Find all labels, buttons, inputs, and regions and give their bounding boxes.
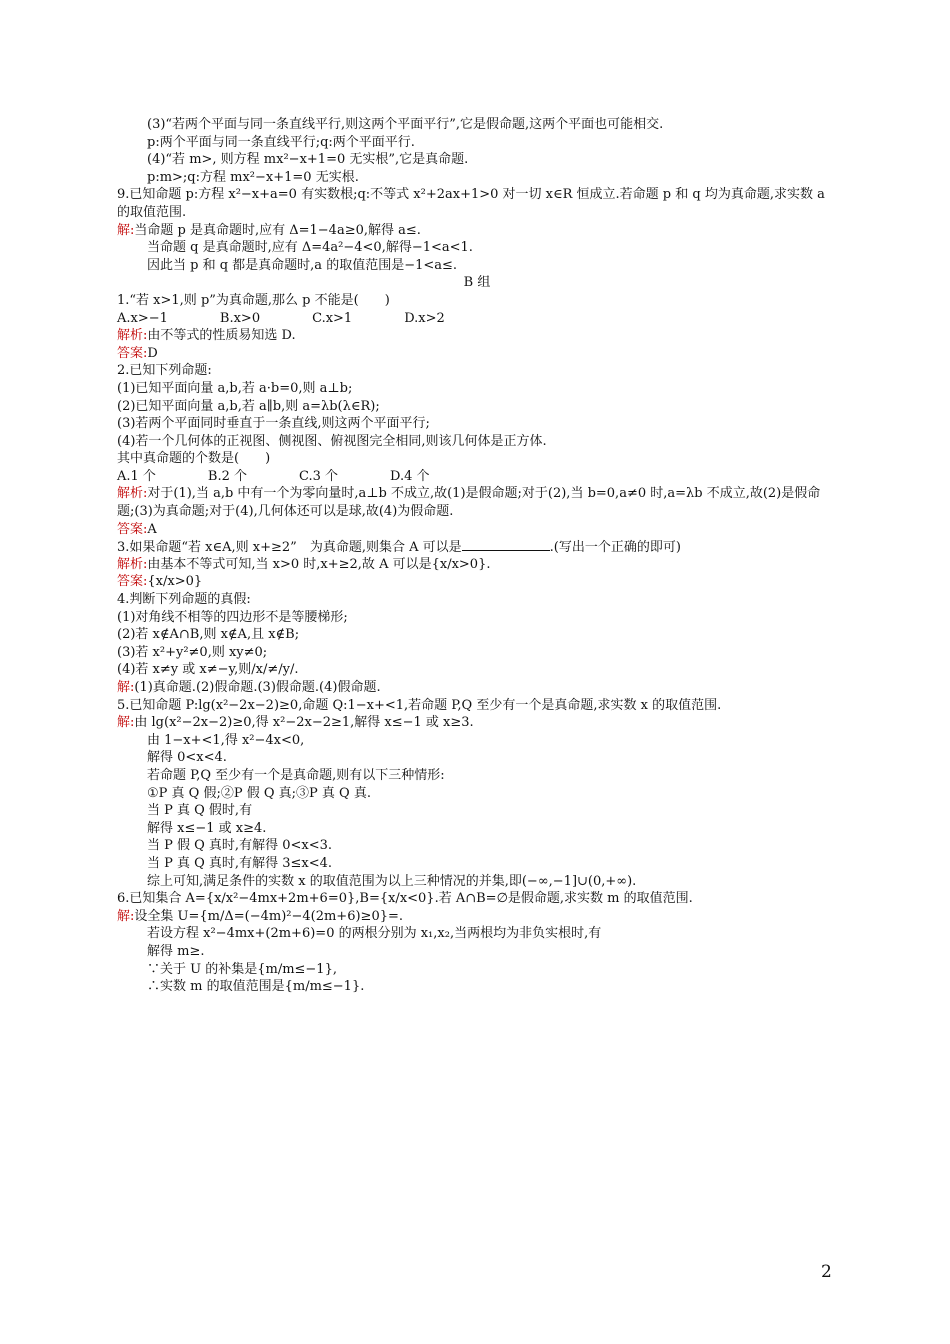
text-line (117, 310, 837, 328)
text-line (117, 591, 837, 609)
line-text: 对于(1),当 a,b 中有一个为零向量时,a⊥b 不成立,故(1)是假命题;对于(2),当 b=0,a≠0 时,a=λb 不成立,故(2)是假命题;(3)为真命题;对于(4),几何体还可以是球,故(4)为假命题. (117, 486, 821, 520)
text-line (117, 785, 837, 803)
line-text: A.x>−1 B.x>0 C.x>1 D.x>2 (117, 310, 445, 326)
line-text: (3)“若两个平面与同一条直线平行,则这两个平面平行”,它是假命题,这两个平面也可能相交. (147, 117, 664, 132)
line-text: D (147, 345, 158, 361)
line-text: 当命题 p 是真命题时,应有 Δ=1−4a≥0,解得 a≤. (134, 222, 421, 238)
line-text: A (147, 521, 157, 537)
line-text: {x/x>0} (147, 574, 203, 590)
text-line (117, 679, 837, 697)
text-line (117, 837, 837, 855)
answer-label: 解析: (117, 556, 148, 572)
text-line (117, 292, 837, 310)
line-text: 因此当 p 和 q 都是真命题时,a 的取值范围是−1<a≤. (147, 257, 458, 273)
document-body (117, 116, 837, 996)
line-text: (3)若 x²+y²≠0,则 xy≠0; (117, 644, 268, 660)
text-line (117, 134, 837, 152)
text-line (117, 274, 837, 292)
line-text: (4)“若 m>, 则方程 mx²−x+1=0 无实根”,它是真命题. (147, 152, 469, 168)
answer-label: 答案: (117, 345, 148, 361)
text-line (117, 485, 837, 520)
text-line (117, 626, 837, 644)
line-text: (1)对角线不相等的四边形不是等腰梯形; (117, 609, 348, 625)
line-text: p:m>;q:方程 mx²−x+1=0 无实根. (147, 169, 359, 185)
line-text: 由 1−x+<1,得 x²−4x<0, (147, 732, 305, 748)
line-text: 4.判断下列命题的真假: (117, 592, 251, 608)
line-text: 1.“若 x>1,则 p”为真命题,那么 p 不能是( ) (117, 292, 390, 308)
text-line (117, 925, 837, 943)
line-text: 综上可知,满足条件的实数 x 的取值范围为以上三种情况的并集,即(−∞,−1]∪(0,+∞). (147, 873, 637, 889)
text-line (117, 362, 837, 380)
answer-label: 答案: (117, 574, 148, 590)
text-line (117, 714, 837, 732)
text-line (117, 380, 837, 398)
line-text: p:两个平面与同一条直线平行;q:两个平面平行. (147, 134, 415, 150)
text-line (117, 908, 837, 926)
line-text: 当 P 真 Q 真时,有解得 3≤x<4. (147, 855, 332, 871)
line-text: (2)若 x∉A∩B,则 x∉A,且 x∉B; (117, 627, 300, 643)
page-number: 2 (821, 1262, 832, 1282)
text-line (117, 538, 837, 556)
line-text: 当命题 q 是真命题时,应有 Δ=4a²−4<0,解得−1<a<1. (147, 240, 473, 256)
line-text: (2)已知平面向量 a,b,若 a∥b,则 a=λb(λ∈R); (117, 398, 380, 414)
text-line (117, 661, 837, 679)
text-line (117, 943, 837, 961)
line-text: 6.已知集合 A={x/x²−4mx+2m+6=0},B={x/x<0}.若 A∩B=∅是假命题,求实数 m 的取值范围. (117, 891, 693, 907)
line-text: 若设方程 x²−4mx+(2m+6)=0 的两根分别为 x₁,x₂,当两根均为非负实根时,有 (147, 926, 602, 942)
line-text: 当 P 真 Q 假时,有 (147, 803, 253, 819)
text-line (117, 415, 837, 433)
line-text: ①P 真 Q 假;②P 假 Q 真;③P 真 Q 真. (147, 785, 371, 801)
line-text-after: .(写出一个正确的即可) (549, 540, 681, 556)
line-text: 由 lg(x²−2x−2)≥0,得 x²−2x−2≥1,解得 x≤−1 或 x≥3. (134, 715, 474, 731)
line-text: (4)若一个几何体的正视图、侧视图、俯视图完全相同,则该几何体是正方体. (117, 433, 547, 449)
fill-blank (462, 538, 550, 551)
line-text: B 组 (463, 275, 491, 291)
text-line (117, 732, 837, 750)
line-text: 解得 0<x<4. (147, 750, 227, 766)
text-line (117, 222, 837, 240)
line-text: 由基本不等式可知,当 x>0 时,x+≥2,故 A 可以是{x/x>0}. (147, 556, 491, 572)
text-line (117, 749, 837, 767)
line-text: 9.已知命题 p:方程 x²−x+a=0 有实数根;q:不等式 x²+2ax+1>0 对一切 x∈R 恒成立.若命题 p 和 q 均为真命题,求实数 a 的取值范围. (117, 187, 825, 220)
text-line (117, 978, 837, 996)
answer-label: 解析: (117, 486, 148, 502)
text-line (117, 961, 837, 979)
text-line (117, 855, 837, 873)
line-text: ∴实数 m 的取值范围是{m/m≤−1}. (147, 979, 365, 995)
text-line (117, 398, 837, 416)
text-line (117, 450, 837, 468)
line-text: 当 P 假 Q 真时,有解得 0<x<3. (147, 838, 332, 854)
text-line (117, 521, 837, 539)
line-text: 3.如果命题“若 x∈A,则 x+≥2” 为真命题,则集合 A 可以是 (117, 540, 462, 556)
line-text: 设全集 U={m/Δ=(−4m)²−4(2m+6)≥0}=. (134, 908, 404, 924)
text-line (117, 345, 837, 363)
text-line (117, 697, 837, 715)
answer-label: 解: (117, 908, 135, 924)
text-line (117, 609, 837, 627)
text-line (117, 468, 837, 486)
text-line (117, 890, 837, 908)
answer-label: 答案: (117, 521, 148, 537)
line-text: 解得 m≥. (147, 943, 205, 959)
answer-label: 解: (117, 715, 135, 731)
text-line (117, 556, 837, 574)
text-line (117, 644, 837, 662)
text-line (117, 573, 837, 591)
line-text: 由不等式的性质易知选 D. (147, 328, 296, 344)
line-text: (4)若 x≠y 或 x≠−y,则/x/≠/y/. (117, 662, 299, 678)
text-line (117, 257, 837, 275)
answer-label: 解: (117, 222, 135, 238)
line-text: 若命题 P,Q 至少有一个是真命题,则有以下三种情形: (147, 767, 445, 783)
text-line (117, 767, 837, 785)
text-line (117, 820, 837, 838)
text-line (117, 169, 837, 187)
text-line (117, 239, 837, 257)
line-text: A.1 个 B.2 个 C.3 个 D.4 个 (117, 468, 430, 484)
text-line (117, 433, 837, 451)
line-text: 其中真命题的个数是( ) (117, 451, 271, 467)
line-text: 5.已知命题 P:lg(x²−2x−2)≥0,命题 Q:1−x+<1,若命题 P,Q 至少有一个是真命题,求实数 x 的取值范围. (117, 697, 722, 713)
answer-label: 解析: (117, 328, 148, 344)
answer-label: 解: (117, 680, 135, 695)
line-text: (3)若两个平面同时垂直于一条直线,则这两个平面平行; (117, 416, 430, 432)
text-line (117, 151, 837, 169)
text-line (117, 327, 837, 345)
text-line (117, 116, 837, 134)
line-text: (1)真命题.(2)假命题.(3)假命题.(4)假命题. (134, 680, 381, 695)
line-text: (1)已知平面向量 a,b,若 a·b=0,则 a⊥b; (117, 380, 353, 396)
text-line (117, 802, 837, 820)
text-line (117, 873, 837, 891)
line-text: 解得 x≤−1 或 x≥4. (147, 820, 267, 836)
line-text: ∵关于 U 的补集是{m/m≤−1}, (147, 961, 337, 977)
line-text: 2.已知下列命题: (117, 363, 212, 379)
text-line (117, 186, 837, 221)
